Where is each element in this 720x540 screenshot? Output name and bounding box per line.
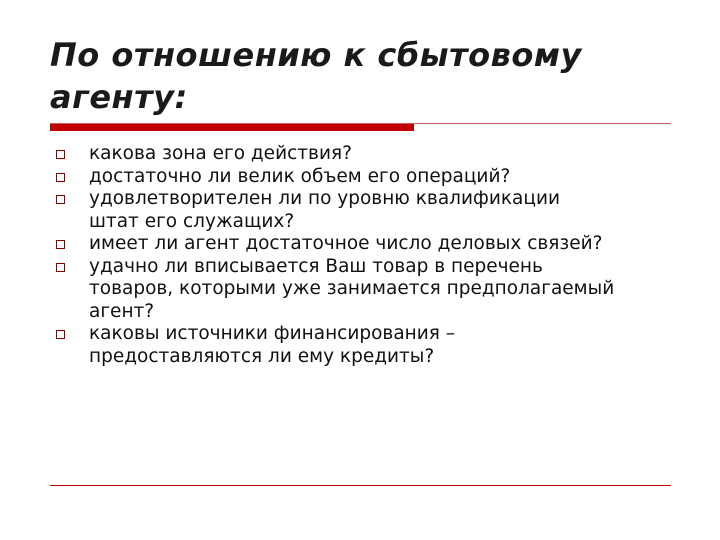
list-item xyxy=(56,143,676,166)
list-item-text: удовлетворителен ли по уровню квалификации штат его служащих? xyxy=(89,188,561,232)
list-item xyxy=(56,256,676,324)
list-item-text: какова зона его действия? xyxy=(89,143,352,164)
square-bullet-icon xyxy=(56,240,65,249)
square-bullet-icon xyxy=(56,330,65,339)
list-item-text: имеет ли агент достаточное число деловых связей? xyxy=(89,233,603,254)
footer-rule xyxy=(50,485,671,486)
list-item-text: достаточно ли велик объем его операций? xyxy=(89,165,511,187)
list-item xyxy=(56,323,676,368)
slide-title: По отношению к сбытовому агенту: xyxy=(50,36,582,116)
list-item xyxy=(56,166,676,189)
square-bullet-icon xyxy=(56,263,65,272)
list-item-text: каковы источники финансирования – предоставляются ли ему кредиты? xyxy=(89,323,456,367)
list-item xyxy=(56,188,676,233)
title-underline-accent xyxy=(50,124,414,131)
square-bullet-icon xyxy=(56,195,65,204)
square-bullet-icon xyxy=(56,150,65,159)
bullet-list xyxy=(56,143,676,368)
list-item xyxy=(56,233,676,256)
list-item-text: удачно ли вписывается Ваш товар в перечень товаров, которыми уже занимается предполагаемый агент? xyxy=(89,255,615,322)
square-bullet-icon xyxy=(56,173,65,182)
